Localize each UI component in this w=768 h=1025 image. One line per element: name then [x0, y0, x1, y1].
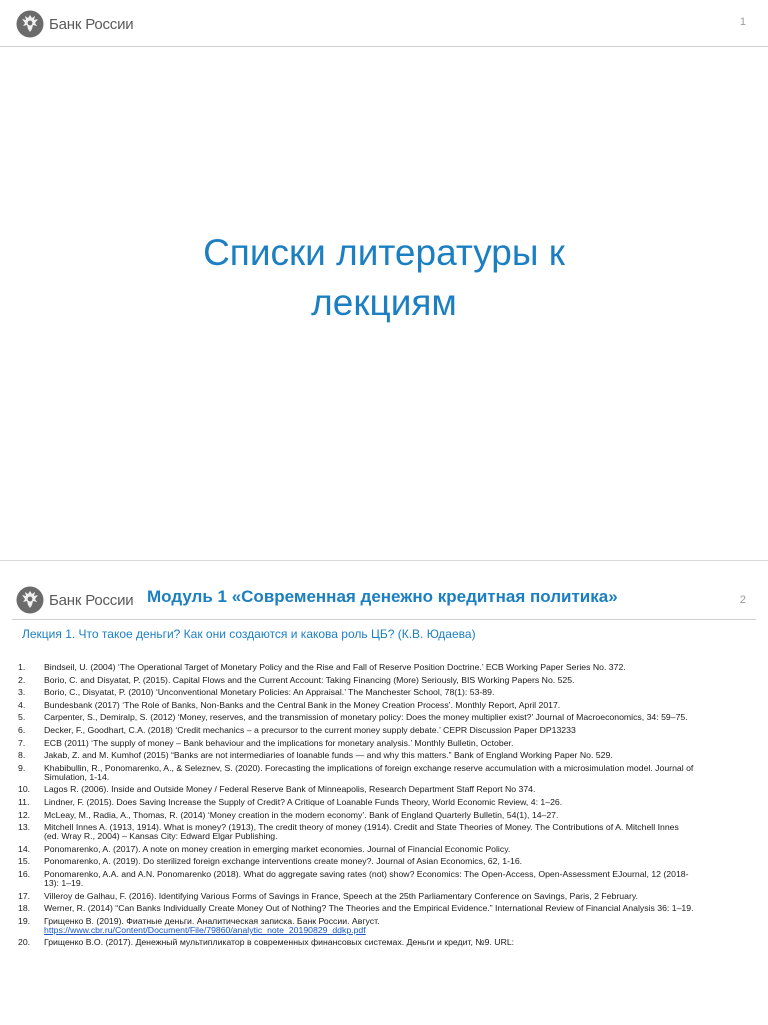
bank-logo	[16, 10, 133, 38]
header-divider	[12, 619, 756, 620]
reference-citation: Bundesbank (2017) ‘The Role of Banks, Non-Banks and the Central Bank in the Money Creation Process’. Monthly Report, April 2017.	[44, 699, 561, 710]
reference-citation: Ponomarenko, A. (2019). Do sterilized foreign exchange interventions create money?. Journal of Asian Economics, 62, 1-16.	[44, 856, 523, 867]
reference-item	[18, 938, 694, 947]
reference-item	[18, 823, 694, 841]
reference-number: 18.	[18, 903, 31, 914]
reference-number: 20.	[18, 937, 31, 948]
reference-number: 17.	[18, 890, 31, 901]
reference-citation: Mitchell Innes A. (1913, 1914). What is money? (1913), The credit theory of money (1914). Credit and State Theories of Money. The Contributions of A. Mitchell Innes (ed. Wray R., 2004) – Kansas City: Edward Elgar Publishing.	[44, 822, 679, 842]
reference-item	[18, 785, 694, 794]
double-eagle-emblem-icon	[16, 10, 44, 38]
reference-text	[44, 785, 694, 794]
reference-citation: Decker, F., Goodhart, C.A. (2018) ‘Credit mechanics – a precursor to the current money supply debate.’ CEPR Discussion Paper DP13233	[44, 724, 576, 735]
reference-citation: Borio, C., Disyatat, P. (2010) ‘Unconventional Monetary Policies: An Appraisal.’ The Manchester School, 78(1): 53-89.	[44, 687, 495, 698]
reference-citation: Ponomarenko, A.A. and A.N. Ponomarenko (2018). What do aggregate saving rates (not) show? Economics: The Open-Access, Open-Assessment EJournal, 12 (2018-13): 1–19.	[44, 868, 689, 888]
reference-item	[18, 764, 694, 782]
reference-number: 2.	[18, 674, 26, 685]
reference-number: 10.	[18, 784, 31, 795]
reference-citation: Bindseil, U. (2004) ‘The Operational Target of Monetary Policy and the Rise and Fall of Reserve Position Doctrine.’ ECB Working Paper Series No. 372.	[44, 662, 626, 672]
reference-item	[18, 870, 694, 888]
reference-number: 6.	[18, 724, 26, 735]
reference-number: 16.	[18, 868, 31, 879]
reference-text	[44, 751, 694, 760]
bank-logo	[16, 586, 133, 614]
reference-citation: Jakab, Z. and M. Kumhof (2015) “Banks are not intermediaries of loanable funds — and why this matters.” Bank of England Working Paper No. 529.	[44, 750, 613, 761]
reference-text	[44, 688, 694, 697]
reference-item	[18, 663, 694, 672]
reference-number: 7.	[18, 737, 26, 748]
double-eagle-emblem-icon	[16, 586, 44, 614]
page-number: 1	[739, 16, 746, 28]
reference-text	[44, 726, 694, 735]
reference-number: 5.	[18, 712, 26, 723]
reference-citation: Borio, C. and Disyatat, P. (2015). Capital Flows and the Current Account: Taking Financing (More) Seriously, BIS Working Papers No. 525.	[44, 674, 575, 685]
reference-number: 3.	[18, 687, 26, 698]
reference-item	[18, 676, 694, 685]
reference-text	[44, 823, 694, 841]
reference-number: 15.	[18, 856, 31, 867]
reference-text	[44, 938, 694, 947]
reference-number: 4.	[18, 699, 26, 710]
reference-text	[44, 739, 694, 748]
reference-text	[44, 870, 694, 888]
reference-number: 1.	[18, 662, 26, 672]
reference-number: 12.	[18, 809, 31, 820]
reference-item	[18, 845, 694, 854]
reference-item	[18, 751, 694, 760]
brand-name: Банк России	[49, 591, 134, 609]
reference-citation: McLeay, M., Radia, A., Thomas, R. (2014) ‘Money creation in the modern economy’. Bank of England Quarterly Bulletin, 54(1), 14–27.	[44, 809, 559, 820]
reference-item	[18, 904, 694, 913]
reference-item	[18, 726, 694, 735]
module-title: Модуль 1 «Современная денежно кредитная политика»	[147, 587, 618, 606]
reference-item	[18, 739, 694, 748]
reference-citation: Carpenter, S., Demiralp, S. (2012) ‘Money, reserves, and the transmission of monetary policy: Does the money multiplier exist?’ Journal of Macroeconomics, 34: 59–75.	[44, 712, 688, 723]
reference-number: 8.	[18, 750, 26, 761]
reference-item	[18, 701, 694, 710]
reference-item	[18, 892, 694, 901]
reference-text	[44, 845, 694, 854]
reference-link[interactable]: https://www.cbr.ru/Content/Document/File/79860/analytic_note_20190829_ddkp.pdf	[44, 924, 366, 935]
reference-number: 11.	[18, 796, 30, 807]
reference-item	[18, 857, 694, 866]
reference-citation: ECB (2011) ‘The supply of money – Bank behaviour and the implications for monetary analysis.’ Monthly Bulletin, October.	[44, 737, 514, 748]
reference-text	[44, 904, 694, 913]
reference-text	[44, 663, 694, 672]
reference-text	[44, 811, 694, 820]
reference-citation: Lagos R. (2006). Inside and Outside Money / Federal Reserve Bank of Minneapolis, Research Department Staff Report No 374.	[44, 784, 536, 795]
reference-number: 13.	[18, 822, 31, 833]
reference-text	[44, 798, 694, 807]
reference-list	[18, 663, 694, 951]
reference-citation: Khabibullin, R., Ponomarenko, A., & Seleznev, S. (2020). Forecasting the implications of foreign exchange reserve accumulation with a microsimulation model. Journal of Simulation, 1-14.	[44, 762, 694, 782]
reference-text	[44, 713, 694, 722]
reference-text	[44, 917, 694, 935]
page-number: 2	[739, 594, 746, 606]
reference-text	[44, 676, 694, 685]
lecture-title: Лекция 1. Что такое деньги? Как они создаются и какова роль ЦБ? (К.В. Юдаева)	[22, 627, 476, 641]
reference-number: 9.	[18, 762, 26, 773]
reference-citation: Ponomarenko, A. (2017). A note on money creation in emerging market economies. Journal of Financial Economic Policy.	[44, 843, 511, 854]
reference-text	[44, 857, 694, 866]
page-title: Списки литературы к лекциям	[203, 232, 565, 323]
reference-item	[18, 798, 694, 807]
reference-item	[18, 688, 694, 697]
reference-text	[44, 764, 694, 782]
header-divider	[0, 46, 768, 47]
reference-citation: Грищенко В.О. (2017). Денежный мультипликатор в современных финансовых системах. Деньги и кредит, №9. URL:	[44, 937, 515, 948]
reference-item	[18, 917, 694, 935]
reference-item	[18, 811, 694, 820]
reference-number: 14.	[18, 843, 31, 854]
reference-item	[18, 713, 694, 722]
reference-text	[44, 892, 694, 901]
reference-citation: Werner, R. (2014) “Can Banks Individually Create Money Out of Nothing? The Theories and the Empirical Evidence.” International Review of Financial Analysis 36: 1–19.	[44, 903, 694, 914]
reference-number: 19.	[18, 915, 31, 926]
reference-text	[44, 701, 694, 710]
reference-citation: Lindner, F. (2015). Does Saving Increase the Supply of Credit? A Critique of Loanable Funds Theory, World Economic Review, 4: 1–26.	[44, 796, 563, 807]
reference-citation: Villeroy de Galhau, F. (2016). Identifying Various Forms of Savings in France, Speech at the 25th Parliamentary Conference on Savings, Paris, 2 February.	[44, 890, 638, 901]
brand-name: Банк России	[49, 15, 134, 33]
reference-citation: Грищенко В. (2019). Фиатные деньги. Аналитическая записка. Банк России. Август.	[44, 915, 380, 926]
